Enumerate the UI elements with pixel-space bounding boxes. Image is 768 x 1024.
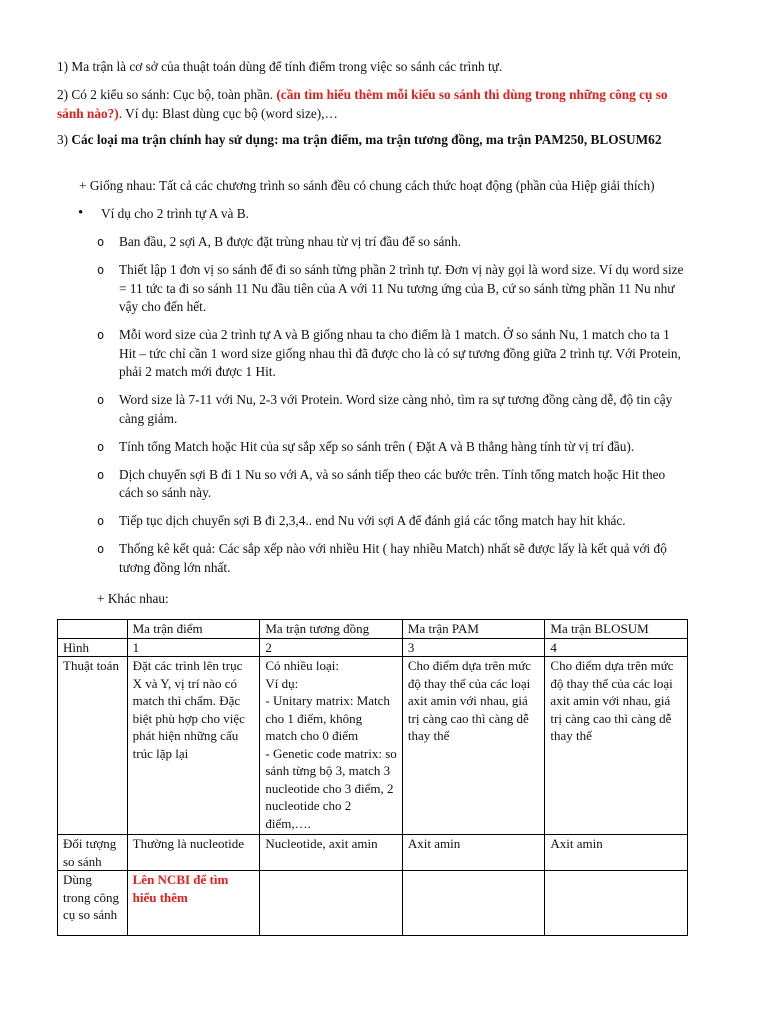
table-cell: Cho điểm dựa trên mức độ thay thế của các loại axit amin với nhau, giá trị càng cao thì càng dễ thay thế	[545, 657, 688, 835]
table-header-cell	[58, 620, 128, 639]
table-cell: Có nhiều loại: Ví dụ: - Unitary matrix: Match cho 1 điểm, không match cho 0 điểm - Genetic code matrix: so sánh từng bộ 3, match 3 nucleotide cho 3 điểm, 2 nucleotide cho 2 điểm,….	[260, 657, 403, 835]
table-cell: Axit amin	[545, 835, 688, 871]
sub-list-item	[97, 326, 687, 382]
paragraph-2-end: . Ví dụ: Blast dùng cục bộ (word size),…	[118, 105, 338, 121]
similarities-line: + Giống nhau: Tất cả các chương trình so sánh đều có chung cách thức hoạt động (phần của Hiệp giải thích)	[79, 178, 655, 193]
sub-list-item-text: Tiếp tục dịch chuyển sợi B đi 2,3,4.. end Nu với sợi A để đánh giá các tổng match hay hit khác.	[119, 513, 626, 528]
table-row	[58, 638, 688, 657]
table-header-cell: Ma trận BLOSUM	[545, 620, 688, 639]
table-row-label: Đối tượng so sánh	[58, 835, 128, 871]
sub-list-item	[97, 466, 687, 503]
paragraph-3	[57, 131, 697, 150]
table-cell: Nucleotide, axit amin	[260, 835, 403, 871]
table-cell: Đặt các trình lên trục X và Y, vị trí nào có match thì chấm. Đặc biệt phù hợp cho việc phát hiện những cấu trúc lặp lại	[127, 657, 260, 835]
sub-list-item-text: Tính tổng Match hoặc Hit của sự sắp xếp so sánh trên ( Đặt A và B thẳng hàng tính từ vị trí đầu).	[119, 438, 635, 454]
table-cell: 3	[402, 638, 545, 657]
sub-list-item-text: Dịch chuyển sợi B đi 1 Nu so với A, và so sánh tiếp theo các bước trên. Tính tổng match hoặc Hit theo cách so sánh này.	[119, 466, 666, 500]
table-cell-red-note: Lên NCBI để tìm hiểu thêm	[127, 871, 260, 936]
table-cell: Cho điểm dựa trên mức độ thay thế của các loại axit amin với nhau, giá trị càng cao thì càng dễ thay thế	[402, 657, 545, 835]
table-cell	[402, 871, 545, 936]
differences-line: + Khác nhau:	[97, 591, 169, 606]
table-row	[58, 871, 688, 936]
circle-bullet-icon: o	[97, 328, 105, 342]
table-cell: 4	[545, 638, 688, 657]
table-cell: Axit amin	[402, 835, 545, 871]
sub-list-item	[97, 261, 687, 317]
paragraph-1: 1) Ma trận là cơ sở của thuật toán dùng để tính điểm trong việc so sánh các trình tự.	[57, 59, 503, 74]
table-header-cell: Ma trận điểm	[127, 620, 260, 639]
table-cell: 2	[260, 638, 403, 657]
sub-list-item-text: Thống kê kết quả: Các sắp xếp nào với nhiều Hit ( hay nhiều Match) nhất sẽ được lấy là kết quả với độ tương đồng lớn nhất.	[119, 541, 667, 575]
circle-bullet-icon: o	[97, 514, 105, 528]
table-cell: Thường là nucleotide	[127, 835, 260, 871]
circle-bullet-icon: o	[97, 542, 105, 556]
paragraph-3-heading: Các loại ma trận chính hay sử dụng: ma trận điểm, ma trận tương đồng, ma trận PAM250, BLOSUM62	[71, 132, 662, 147]
table-header-cell: Ma trận tương đồng	[260, 620, 403, 639]
sub-list-item	[97, 233, 687, 252]
sub-list-item-text: Ban đầu, 2 sợi A, B được đặt trùng nhau từ vị trí đầu để so sánh.	[119, 234, 462, 249]
circle-bullet-icon: o	[97, 467, 105, 482]
table-cell	[545, 871, 688, 936]
sub-list-item-text: Thiết lập 1 đơn vị so sánh để đi so sánh từng phần 2 trình tự. Đơn vị này gọi là word size. Ví dụ word size = 11 tức ta đi so sánh 11 Nu đầu tiên của A với 11 Nu tương ứng của B, cứ so sánh từng phần 11 Nu như vậy cho đến hết.	[119, 262, 684, 314]
circle-bullet-icon: o	[97, 439, 105, 454]
table-row	[58, 657, 688, 835]
paragraph-2	[57, 86, 697, 123]
table-row-label: Thuật toán	[58, 657, 128, 835]
paragraph-2-red-note: (cần tìm hiểu thêm mỗi kiểu so sánh thì dùng trong những công cụ so sánh nào?)	[57, 87, 668, 121]
sub-list-item	[97, 512, 687, 531]
sub-list-item	[97, 438, 687, 457]
bullet-dot-icon: •	[78, 205, 84, 221]
table-header-cell: Ma trận PAM	[402, 620, 545, 639]
sub-list-item-text: Word size là 7-11 với Nu, 2-3 với Protein. Word size càng nhỏ, tìm ra sự tương đồng càng dễ, độ tin cậy càng giảm.	[119, 392, 673, 426]
table-row-label: Hình	[58, 638, 128, 657]
table-cell	[260, 871, 403, 936]
circle-bullet-icon: o	[97, 263, 105, 277]
example-bullet-text: Ví dụ cho 2 trình tự A và B.	[101, 206, 249, 221]
table-cell: 1	[127, 638, 260, 657]
sub-list-item	[97, 540, 687, 577]
table-row-label: Dùng trong công cụ so sánh	[58, 871, 128, 936]
table-row	[58, 835, 688, 871]
sub-list-item	[97, 391, 687, 428]
paragraph-3-number: 3)	[57, 132, 72, 147]
comparison-table	[57, 619, 688, 936]
sub-list-item-text: Mỗi word size của 2 trình tự A và B giống nhau ta cho điểm là 1 match. Ở so sánh Nu, 1 match cho ta 1 Hit – tức chỉ cần 1 word size giống nhau thì đã được cho là có sự tương đồng giữa 2 trình tự. Với Protein, phải 2 match mới được 1 Hit.	[119, 327, 681, 379]
sub-list	[97, 233, 687, 587]
table-header-row	[58, 620, 688, 639]
circle-bullet-icon: o	[97, 235, 105, 249]
paragraph-2-start: 2) Có 2 kiểu so sánh: Cục bộ, toàn phần.	[57, 87, 277, 102]
circle-bullet-icon: o	[97, 393, 105, 407]
